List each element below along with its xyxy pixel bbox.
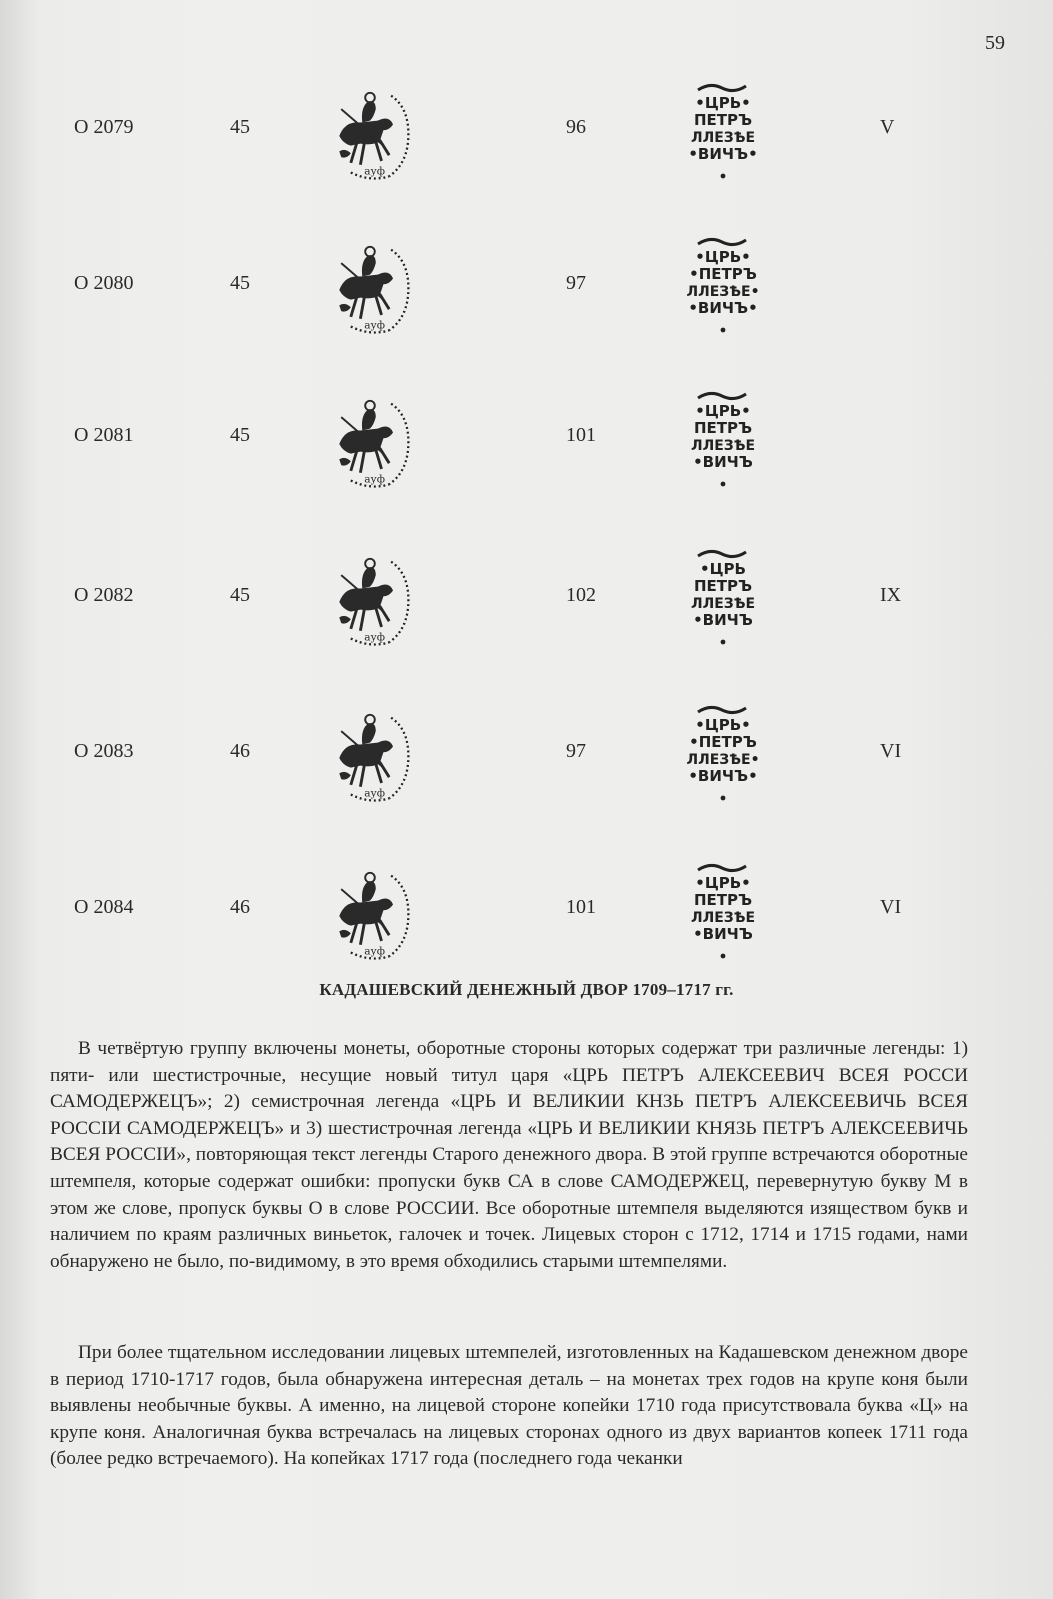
coin-weight: 46 — [230, 740, 250, 762]
svg-text:ауф: ауф — [364, 631, 385, 644]
obverse-rider-image — [322, 866, 418, 966]
legend-line: ЛЛЕЗѢЕ — [690, 438, 756, 454]
legend-line: •ЦРЬ• — [695, 716, 751, 734]
catalog-number: О 2082 — [74, 584, 134, 606]
legend-line: ПЕТРЪ — [693, 577, 753, 595]
coin-weight: 45 — [230, 424, 250, 446]
reverse-die-number: 102 — [566, 584, 596, 606]
svg-text:ауф: ауф — [364, 165, 385, 178]
coin-weight: 46 — [230, 896, 250, 918]
variant-roman-numeral: V — [880, 116, 895, 138]
coin-row — [0, 708, 1053, 858]
svg-text:ауф: ауф — [364, 945, 385, 958]
legend-line: •ВИЧЪ• — [688, 299, 758, 317]
paragraph-1: В четвёртую группу включены монеты, оборотные стороны которых содержат три различные легенды: 1) пяти- или шестистрочные, несущие новый титул царя «ЦРЬ ПЕТРЪ АЛЕКСЕЕВИЧ ВСЕЯ РОССИ САМОДЕРЖЕЦЪ»; 2) семистрочная легенда «ЦРЬ И ВЕЛИКИИ КНЗЬ ПЕТРЪ АЛЕКСЕЕВИЧЬ ВСЕЯ РОССIИ САМОДЕРЖЕЦЪ» и 3) шестистрочная легенда «ЦРЬ И ВЕЛИКИИ КНЯЗЬ ПЕТРЪ АЛЕКСЕЕВИЧЬ ВСЕЯ РОССIИ», повторяющая текст легенды Старого денежного двора. В этой группе встречаются оборотные штемпеля, которые содержат ошибки: пропуски букв СА в слове САМОДЕРЖЕЦ, перевернутую букву М в этом же слове, пропуск буквы О в слове РОССИИ. Все оборотные штемпеля выделяются изяществом букв и наличием по краям различных виньеток, галочек и точек. Лицевых сторон с 1712, 1714 и 1715 годами, нами обнаружено не было, по-видимому, в это время обходились старыми штемпелями. — [50, 1038, 968, 1272]
coin-row — [0, 394, 1053, 544]
legend-line: •ВИЧЪ — [693, 453, 753, 471]
paragraph-2: При более тщательном исследовании лицевых штемпелей, изготовленных на Кадашевском денежном дворе в период 1710-1717 годов, была обнаружена интересная деталь – на монетах трех годов на крупе коня были выявлены необычные буквы. А именно, на лицевой стороне копейки 1710 года присутствовала буква «Ц» на крупе коня. Аналогичная буква встречалась на лицевых сторонах одного из двух вариантов копеек 1711 года (более редко встречаемого). На копейках 1717 года (последнего года чеканки — [50, 1342, 968, 1470]
catalog-number: О 2080 — [74, 272, 134, 294]
obverse-rider-image — [322, 394, 418, 494]
legend-line: •ВИЧЪ• — [688, 767, 758, 785]
page-number: 59 — [985, 32, 1005, 54]
section-title: КАДАШЕВСКИЙ ДЕНЕЖНЫЙ ДВОР 1709–1717 гг. — [319, 980, 734, 999]
legend-line: ЛЛЕЗѢЕ — [690, 130, 756, 146]
legend-line: ЛЛЕЗѢЕ — [690, 596, 756, 612]
legend-line: •ВИЧЪ — [693, 611, 753, 629]
legend-line: •ВИЧЪ• — [688, 145, 758, 163]
coin-weight: 45 — [230, 272, 250, 294]
legend-line: ЛЛЕЗѢЕ — [690, 910, 756, 926]
reverse-legend-image — [668, 546, 778, 646]
catalog-number: О 2083 — [74, 740, 134, 762]
legend-line: •ЦРЬ — [700, 560, 746, 578]
reverse-legend-image — [668, 860, 778, 960]
legend-line: ПЕТРЪ — [693, 111, 753, 129]
legend-line: ЛЛЕЗѢЕ• — [686, 284, 760, 300]
legend-line: •ВИЧЪ — [693, 925, 753, 943]
catalog-number: О 2084 — [74, 896, 134, 918]
legend-line: •ПЕТРЪ — [689, 733, 757, 751]
reverse-die-number: 101 — [566, 896, 596, 918]
coin-weight: 45 — [230, 584, 250, 606]
reverse-die-number: 97 — [566, 740, 586, 762]
legend-line: ЛЛЕЗѢЕ• — [686, 752, 760, 768]
coin-row — [0, 552, 1053, 702]
obverse-rider-image — [322, 86, 418, 186]
legend-line: •ЦРЬ• — [695, 874, 751, 892]
legend-line: •ЦРЬ• — [695, 248, 751, 266]
reverse-die-number: 96 — [566, 116, 586, 138]
coin-row — [0, 240, 1053, 390]
obverse-rider-image — [322, 552, 418, 652]
svg-text:ауф: ауф — [364, 319, 385, 332]
coin-row — [0, 86, 1053, 236]
variant-roman-numeral: VI — [880, 896, 902, 918]
legend-line: ПЕТРЪ — [693, 891, 753, 909]
legend-line: •ЦРЬ• — [695, 402, 751, 420]
legend-line: •ПЕТРЪ — [689, 265, 757, 283]
legend-line: •ЦРЬ• — [695, 94, 751, 112]
reverse-legend-image — [668, 388, 778, 488]
legend-line: ПЕТРЪ — [693, 419, 753, 437]
obverse-rider-image — [322, 240, 418, 340]
variant-roman-numeral: VI — [880, 740, 902, 762]
reverse-legend-image — [668, 234, 778, 334]
variant-roman-numeral: IX — [880, 584, 902, 606]
reverse-legend-image — [668, 702, 778, 802]
coin-weight: 45 — [230, 116, 250, 138]
svg-text:ауф: ауф — [364, 473, 385, 486]
catalog-number: О 2081 — [74, 424, 134, 446]
svg-text:ауф: ауф — [364, 787, 385, 800]
reverse-legend-image — [668, 80, 778, 180]
catalog-number: О 2079 — [74, 116, 134, 138]
reverse-die-number: 101 — [566, 424, 596, 446]
obverse-rider-image — [322, 708, 418, 808]
reverse-die-number: 97 — [566, 272, 586, 294]
